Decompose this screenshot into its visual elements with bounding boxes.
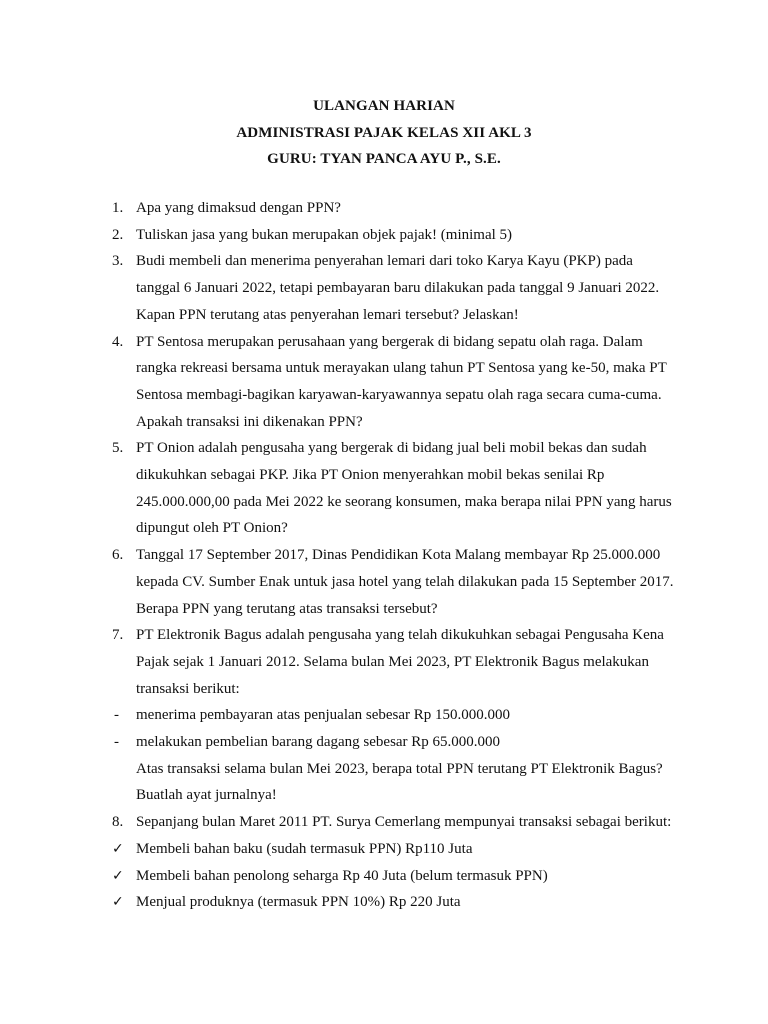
item-text-line: melakukan pembelian barang dagang sebesar Rp 65.000.000 xyxy=(136,734,501,751)
item-text-line: PT Elektronik Bagus adalah pengusaha yang telah dikukuhkan sebagai Pengusaha Kena xyxy=(136,627,664,644)
item-text-line: 245.000.000,00 pada Mei 2022 ke seorang konsumen, maka berapa nilai PPN yang harus xyxy=(136,493,672,510)
question-list xyxy=(112,195,712,916)
item-marker: - xyxy=(114,734,119,751)
item-text-line: Kapan PPN terutang atas penyerahan lemari tersebut? Jelaskan! xyxy=(136,306,519,323)
item-text-line: rangka rekreasi bersama untuk merayakan ulang tahun PT Sentosa yang ke-50, maka PT xyxy=(136,360,667,377)
document-header xyxy=(0,93,768,173)
item-text-line: kepada CV. Sumber Enak untuk jasa hotel yang telah dilakukan pada 15 September 2017. xyxy=(136,573,674,590)
question-item xyxy=(112,248,712,328)
check-item xyxy=(112,889,712,916)
checkmark-icon: ✓ xyxy=(112,867,124,884)
item-text-line: transaksi berikut: xyxy=(136,680,240,697)
question-item xyxy=(112,809,712,836)
item-text-line: Sepanjang bulan Maret 2011 PT. Surya Cemerlang mempunyai transaksi sebagai berikut: xyxy=(136,814,672,831)
item-text-line: Membeli bahan penolong seharga Rp 40 Juta (belum termasuk PPN) xyxy=(136,867,548,884)
item-marker: 5. xyxy=(112,440,124,457)
item-text-line: Berapa PPN yang terutang atas transaksi tersebut? xyxy=(136,600,438,617)
item-text-line: Tanggal 17 September 2017, Dinas Pendidikan Kota Malang membayar Rp 25.000.000 xyxy=(136,547,661,564)
item-marker: 3. xyxy=(112,253,124,270)
item-text-line: Sentosa membagi-bagikan karyawan-karyawannya sepatu olah raga secara cuma-cuma. xyxy=(136,386,662,403)
item-marker: 6. xyxy=(112,547,124,564)
document-subject: ADMINISTRASI PAJAK KELAS XII AKL 3 xyxy=(236,124,532,141)
item-marker: 4. xyxy=(112,333,124,350)
item-text-line: Buatlah ayat jurnalnya! xyxy=(136,787,277,804)
item-marker: 2. xyxy=(112,226,124,243)
item-text-line: PT Sentosa merupakan perusahaan yang bergerak di bidang sepatu olah raga. Dalam xyxy=(136,333,643,350)
question-item xyxy=(112,435,712,542)
question-item xyxy=(112,195,712,222)
item-text-line: PT Onion adalah pengusaha yang bergerak di bidang jual beli mobil bekas dan sudah xyxy=(136,440,647,457)
item-text-line: Pajak sejak 1 Januari 2012. Selama bulan Mei 2023, PT Elektronik Bagus melakukan xyxy=(136,653,649,670)
dash-item xyxy=(112,702,712,729)
document-teacher: GURU: TYAN PANCA AYU P., S.E. xyxy=(267,151,501,167)
question-item xyxy=(112,622,712,702)
document-title: ULANGAN HARIAN xyxy=(313,98,455,114)
item-text-line: Apa yang dimaksud dengan PPN? xyxy=(136,200,341,216)
check-item xyxy=(112,863,712,890)
item-marker: - xyxy=(114,707,119,724)
item-text-line: tanggal 6 Januari 2022, tetapi pembayaran baru dilakukan pada tanggal 9 Januari 2022. xyxy=(136,280,660,297)
question-item xyxy=(112,542,712,622)
question-item xyxy=(112,329,712,436)
item-marker: 7. xyxy=(112,627,124,644)
item-text-line: Atas transaksi selama bulan Mei 2023, berapa total PPN terutang PT Elektronik Bagus? xyxy=(136,760,663,777)
dash-item xyxy=(112,729,712,809)
item-marker: 1. xyxy=(112,200,124,216)
item-text-line: Membeli bahan baku (sudah termasuk PPN) Rp110 Juta xyxy=(136,840,473,857)
checkmark-icon: ✓ xyxy=(112,894,124,911)
item-text-line: dikukuhkan sebagai PKP. Jika PT Onion menyerahkan mobil bekas senilai Rp xyxy=(136,467,605,484)
item-text-line: Tuliskan jasa yang bukan merupakan objek pajak! (minimal 5) xyxy=(136,226,513,243)
item-text-line: Menjual produknya (termasuk PPN 10%) Rp 220 Juta xyxy=(136,894,461,911)
check-item xyxy=(112,836,712,863)
checkmark-icon: ✓ xyxy=(112,840,124,857)
item-text-line: dipungut oleh PT Onion? xyxy=(136,520,288,537)
item-text-line: menerima pembayaran atas penjualan sebesar Rp 150.000.000 xyxy=(136,707,511,724)
item-marker: 8. xyxy=(112,814,124,831)
item-text-line: Budi membeli dan menerima penyerahan lemari dari toko Karya Kayu (PKP) pada xyxy=(136,253,633,270)
question-item xyxy=(112,222,712,249)
item-text-line: Apakah transaksi ini dikenakan PPN? xyxy=(136,413,363,430)
